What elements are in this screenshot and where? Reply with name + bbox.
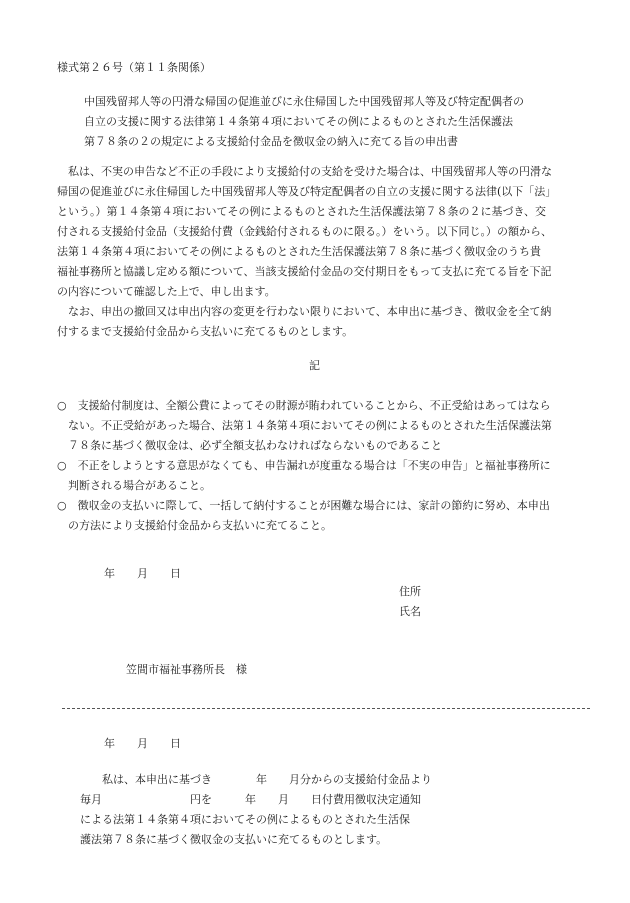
memo-body	[80, 770, 432, 850]
body-line: 帰国の促進並びに永住帰国した中国残留邦人等及び特定配偶者の自立の支援に関する法律(以下「法」	[57, 185, 557, 198]
title-line: 第７８条の２の規定による支援給付金品を徴収金の納入に充てる旨の申出書	[84, 135, 458, 148]
body-line: という。）第１４条第４項においてその例によるものとされた生活保護法第７８条の２に基づき、交	[57, 205, 547, 218]
title-line: 自立の支援に関する法律第１４条第４項においてその例によるものとされた生活保護法	[84, 115, 513, 128]
memo-line: 護法第７８条に基づく徴収金の支払いに充てるものとします。	[80, 833, 388, 846]
form-number: 様式第２６号（第１１条関係）	[57, 61, 211, 74]
body-line: 付される支援給付金品（支援給付費（金銭給付されるものに限る。）をいう。以下同じ。）の額から、	[57, 225, 552, 238]
addressee: 笠間市福祉事務所長 様	[126, 663, 247, 676]
memo-date-field[interactable]: 年 月 日	[104, 737, 181, 750]
address-label: 住所	[399, 585, 421, 598]
memo-line: 私は、本申出に基づき 年 月分からの支援給付金品より	[80, 773, 432, 786]
notes-list	[57, 396, 552, 536]
date-field[interactable]: 年 月 日	[104, 567, 181, 580]
note-line: ない。不正受給があった場合、法第１４条第４項においてその例によるものとされた生活保護法第	[57, 419, 552, 432]
body-line: なお、申出の撤回又は申出内容の変更を行わない限りにおいて、本申出に基づき、徴収金を全て納	[57, 305, 552, 318]
note-line: 判断される場合があること。	[57, 479, 211, 492]
body-line: 福祉事務所と協議し定める額について、当該支援給付金品の交付期日をもって支払に充てる旨を下記	[57, 265, 552, 278]
name-label: 氏名	[399, 605, 421, 618]
body-line: 法第１４条第４項においてその例によるものとされた生活保護法第７８条に基づく徴収金のうち貴	[57, 245, 541, 258]
cut-line-divider	[62, 708, 590, 709]
body-line: の内容について確認した上で、申し出ます。	[57, 285, 276, 298]
memo-line: 毎月 円を 年 月 日付費用徴収決定通知	[80, 793, 421, 806]
declaration-body	[57, 162, 556, 342]
document-title	[84, 92, 524, 152]
note-line: ○ 徴収金の支払いに際して、一括して納付することが困難な場合には、家計の節約に努め、本申出	[57, 499, 550, 512]
title-line: 中国残留邦人等の円滑な帰国の促進並びに永住帰国した中国残留邦人等及び特定配偶者の	[84, 95, 524, 108]
note-line: ７８条に基づく徴収金は、必ず全額支払わなければならないものであること	[57, 439, 442, 452]
note-line: ○ 不正をしようとする意思がなくても、申告漏れが度重なる場合は「不実の申告」と福祉事務所に	[57, 459, 551, 472]
note-line: ○ 支援給付制度は、全額公費によってその財源が賄われていることから、不正受給はあってはなら	[57, 399, 551, 412]
body-line: 私は、不実の申告など不正の手段により支援給付の支給を受けた場合は、中国残留邦人等の円滑な	[57, 165, 552, 178]
ki-heading: 記	[309, 359, 320, 372]
note-line: の方法により支援給付金品から支払いに充てること。	[57, 519, 332, 532]
body-line: 付するまで支援給付金品から支払いに充てるものとします。	[57, 325, 354, 338]
memo-line: による法第１４条第４項においてその例によるものとされた生活保	[80, 813, 410, 826]
